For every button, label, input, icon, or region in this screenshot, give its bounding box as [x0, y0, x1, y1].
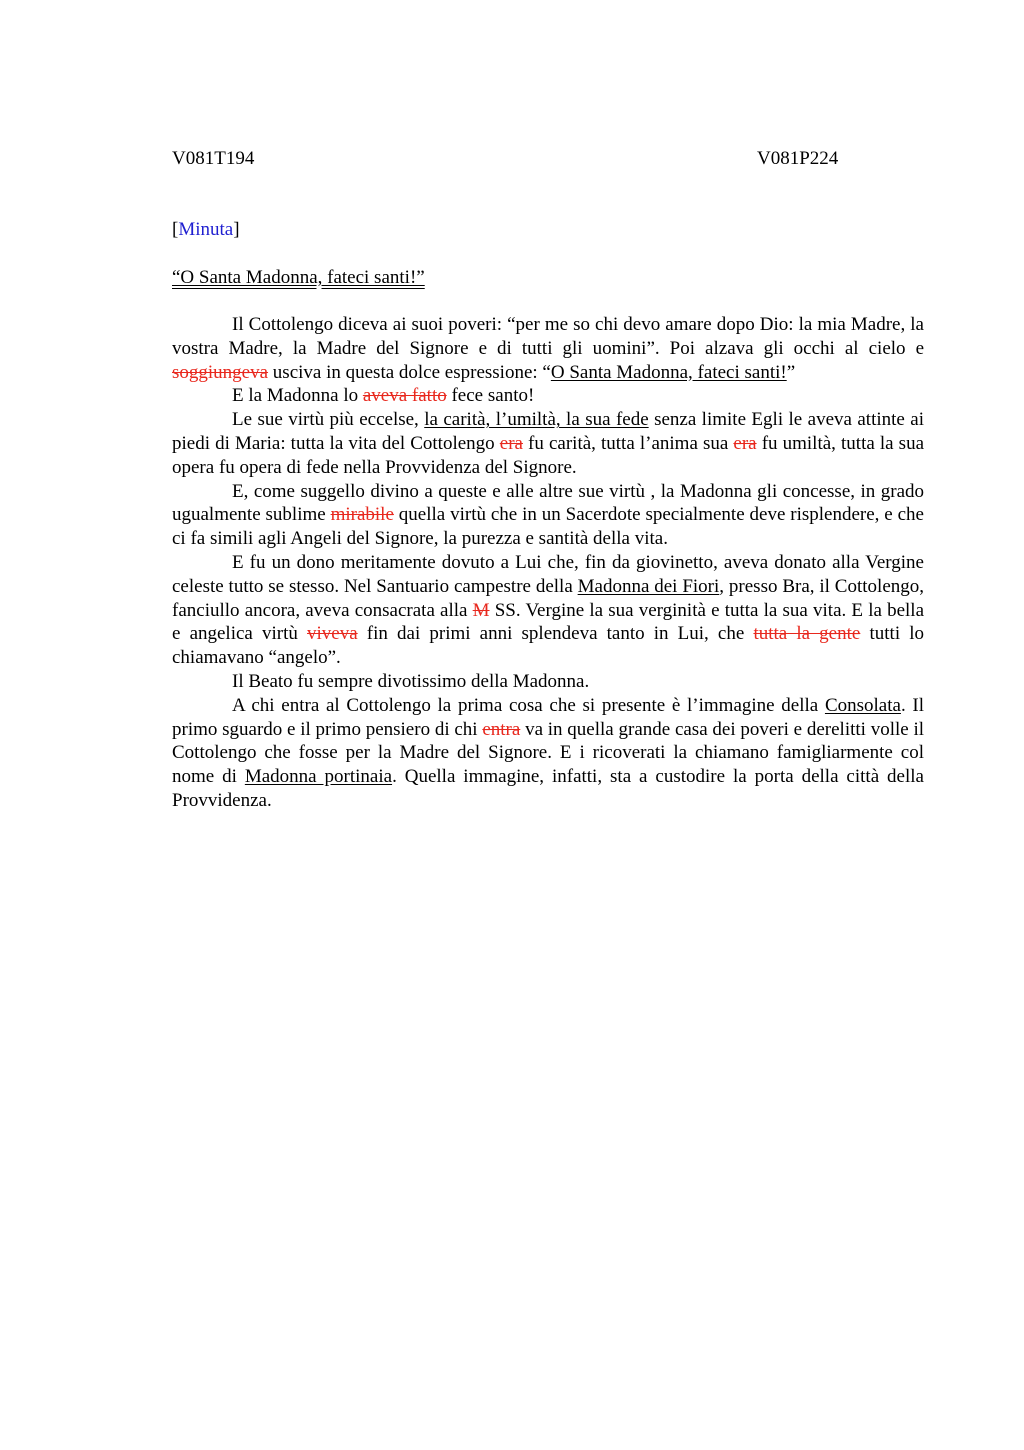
- text-run: usciva in questa dolce espressione: “: [268, 361, 551, 383]
- text-run: SS. Vergine la sua verginità e tutta la sua vita. E la bella e angelica virtù: [172, 599, 925, 645]
- document-code-right: V081P224: [757, 148, 839, 169]
- text-run: fu umiltà, tutta la sua opera fu opera di fede nella Provvidenza del Signore.: [172, 432, 924, 478]
- deleted-word: era: [733, 432, 757, 454]
- paragraph-5: [172, 551, 924, 670]
- underlined-phrase: la carità, l’umiltà, la sua fede: [424, 409, 649, 431]
- text-run: Le sue virtù più eccelse,: [232, 409, 425, 431]
- deleted-word: mirabile: [330, 504, 394, 526]
- document-code-left: V081T194: [172, 148, 255, 169]
- text-run: va in quella grande casa dei poveri e derelitti volle il Cottolengo che fosse per la Madre del Signore. E i ricoverati la chiamano famigliarmente col nome di: [172, 718, 925, 788]
- underlined-phrase: Consolata: [824, 694, 901, 716]
- text-run: fin dai primi anni splendeva tanto in Lui, che: [357, 623, 754, 645]
- underlined-phrase: Madonna dei Fiori: [577, 575, 720, 597]
- document-title-text: “O Santa Madonna, fateci santi!”: [172, 267, 425, 288]
- text-run: E, come suggello divino a queste e alle altre sue virtù , la Madonna gli concesse, in grado ugualmente sublime: [172, 480, 924, 526]
- deleted-word: soggiungeva: [172, 361, 269, 383]
- text-run: E la Madonna lo: [232, 385, 363, 407]
- deleted-word: tutta la gente: [753, 623, 861, 645]
- document-title: [172, 266, 425, 289]
- text-run: Il Cottolengo diceva ai suoi poveri: “per me so chi devo amare dopo Dio: la mia Madre, la vostra Madre, la Madre del Signore e di tutti gli uomini”. Poi alzava gli occhi al cielo e: [172, 314, 924, 359]
- underlined-phrase: Madonna portinaia: [244, 766, 393, 788]
- draft-label: [172, 218, 240, 241]
- paragraph-7: [172, 694, 924, 813]
- text-run: tutti lo chiamavano “angelo”.: [172, 623, 925, 669]
- text-run: . Quella immagine, infatti, sta a custodire la porta della città della Provvidenza.: [172, 766, 924, 811]
- text-run: , presso Bra, il Cottolengo, fanciullo ancora, aveva consacrata alla: [172, 575, 924, 621]
- draft-label-open-bracket: [: [172, 219, 179, 240]
- text-run: A chi entra al Cottolengo la prima cosa che si presente è l’immagine della: [232, 694, 825, 716]
- text-run: fece santo!: [446, 385, 535, 407]
- document-body: [172, 313, 924, 813]
- paragraph-6: [172, 670, 924, 694]
- paragraph-4: [172, 480, 924, 551]
- deleted-word: entra: [482, 718, 521, 740]
- deleted-word: viveva: [307, 623, 358, 645]
- paragraph-3: [172, 408, 924, 479]
- deleted-word: era: [499, 432, 523, 454]
- text-run: Il Beato fu sempre divotissimo della Madonna.: [232, 670, 590, 692]
- paragraph-2: [172, 384, 924, 408]
- text-run: E fu un dono meritamente dovuto a Lui che, fin da giovinetto, aveva donato alla Vergine celeste tutto se stesso. Nel Santuario campestre della: [172, 551, 924, 597]
- underlined-phrase: O Santa Madonna, fateci santi!: [550, 361, 787, 383]
- text-run: ”: [786, 361, 796, 383]
- paragraph-1: [172, 313, 924, 384]
- deleted-word: M: [472, 599, 490, 621]
- draft-label-close-bracket: ]: [233, 219, 240, 240]
- text-run: fu carità, tutta l’anima sua: [522, 432, 734, 454]
- deleted-word: aveva fatto: [362, 385, 447, 407]
- text-run: senza limite Egli le aveva attinte ai piedi di Maria: tutta la vita del Cottolengo: [172, 409, 924, 454]
- text-run: . Il primo sguardo e il primo pensiero di chi: [172, 694, 924, 740]
- text-run: quella virtù che in un Sacerdote specialmente deve risplendere, e che ci fa simili agli Angeli del Signore, la purezza e santità della vita.: [172, 504, 924, 550]
- draft-label-word: Minuta: [178, 219, 234, 240]
